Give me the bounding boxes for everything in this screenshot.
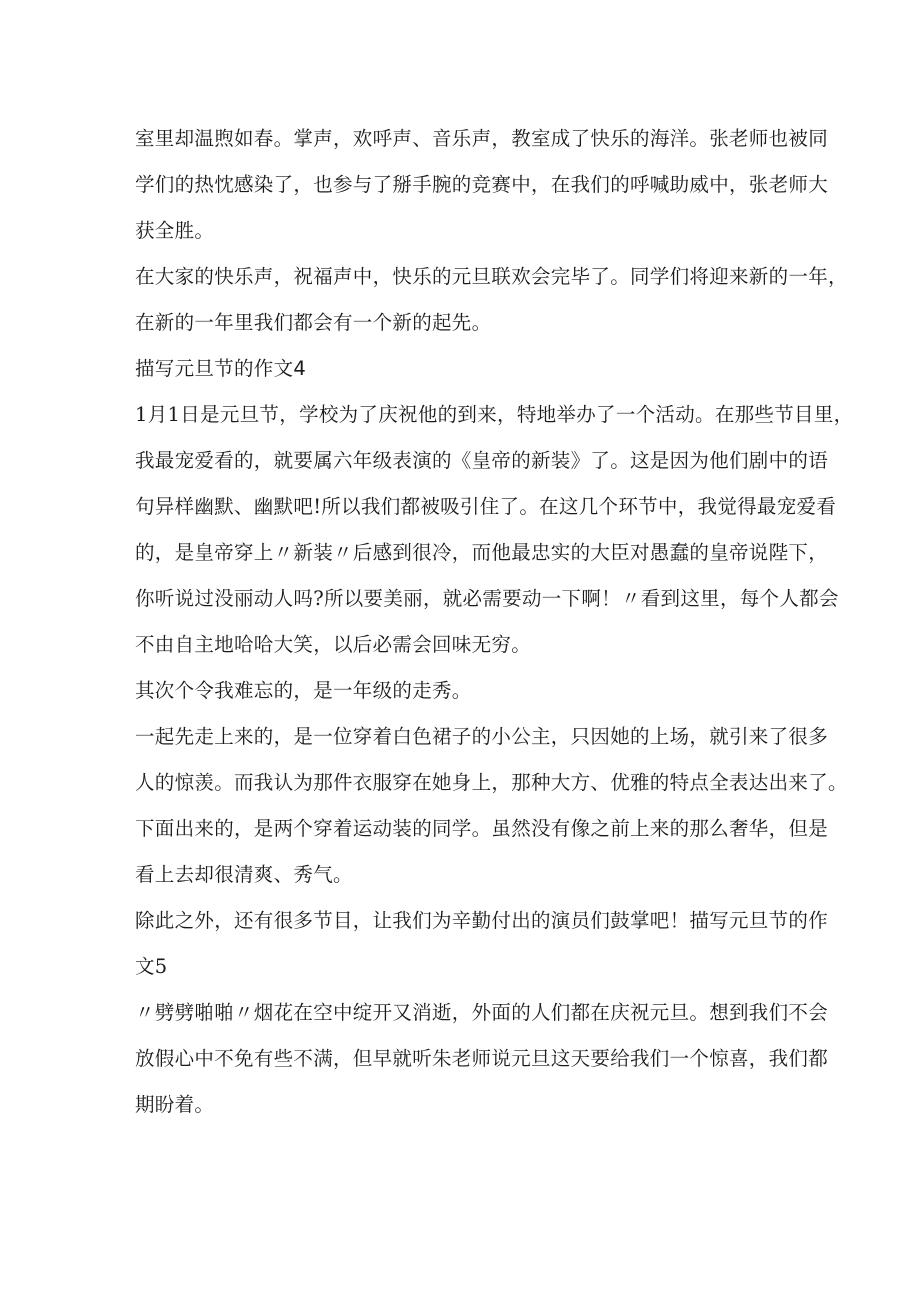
text-line: 文5 [135,955,168,978]
text-line: 其次个令我难忘的，是一年级的走秀。 [135,679,472,702]
text-line: 不由自主地哈哈大笑，以后必需会回味无穷。 [135,633,532,656]
text-line: 在新的一年里我们都会有一个新的起先。 [135,311,492,334]
text-line: 下面出来的，是两个穿着运动装的同学。虽然没有像之前上来的那么奢华，但是 [135,817,829,840]
text-line: 人的惊羡。而我认为那件衣服穿在她身上，那种大方、优雅的特点全表达出来了。 [135,771,848,794]
text-line: 学们的热忱感染了，也参与了掰手腕的竞赛中，在我们的呼喊助威中，张老师大 [135,173,829,196]
text-line: 〃劈劈啪啪〃烟花在空中绽开又消逝，外面的人们都在庆祝元旦。想到我们不会 [135,1001,829,1024]
text-line: 我最宠爱看的，就要属六年级表演的《皇帝的新装》了。这是因为他们剧中的语 [135,449,829,472]
text-line: 你听说过没丽动人吗?所以要美丽，就必需要动一下啊！〃看到这里，每个人都会 [135,587,839,610]
text-line: 一起先走上来的，是一位穿着白色裙子的小公主，只因她的上场，就引来了很多 [135,725,829,748]
text-line: 期盼着。 [135,1093,215,1116]
text-line: 室里却温煦如春。掌声，欢呼声、音乐声，教室成了快乐的海洋。张老师也被同 [135,127,829,150]
text-line: 看上去却很清爽、秀气。 [135,863,353,886]
text-line: 获全胜。 [135,219,215,242]
text-line: 的，是皇帝穿上〃新装〃后感到很冷，而他最忠实的大臣对愚蠢的皇帝说陛下， [135,541,829,564]
section-heading: 描写元旦节的作文4 [135,357,307,380]
text-line: 在大家的快乐声，祝福声中，快乐的元旦联欢会完毕了。同学们将迎来新的一年， [135,265,848,288]
text-line: 句异样幽默、幽默吧!所以我们都被吸引住了。在这几个环节中，我觉得最宠爱看 [135,495,837,518]
document-body [135,116,854,1128]
text-line: 1月1日是元旦节，学校为了庆祝他的到来，特地举办了一个活动。在那些节目里， [135,403,854,426]
text-line: 除此之外，还有很多节目，让我们为辛勤付出的演员们鼓掌吧！描写元旦节的作 [135,909,829,932]
text-line: 放假心中不免有些不满，但早就听朱老师说元旦这天要给我们一个惊喜，我们都 [135,1047,829,1070]
